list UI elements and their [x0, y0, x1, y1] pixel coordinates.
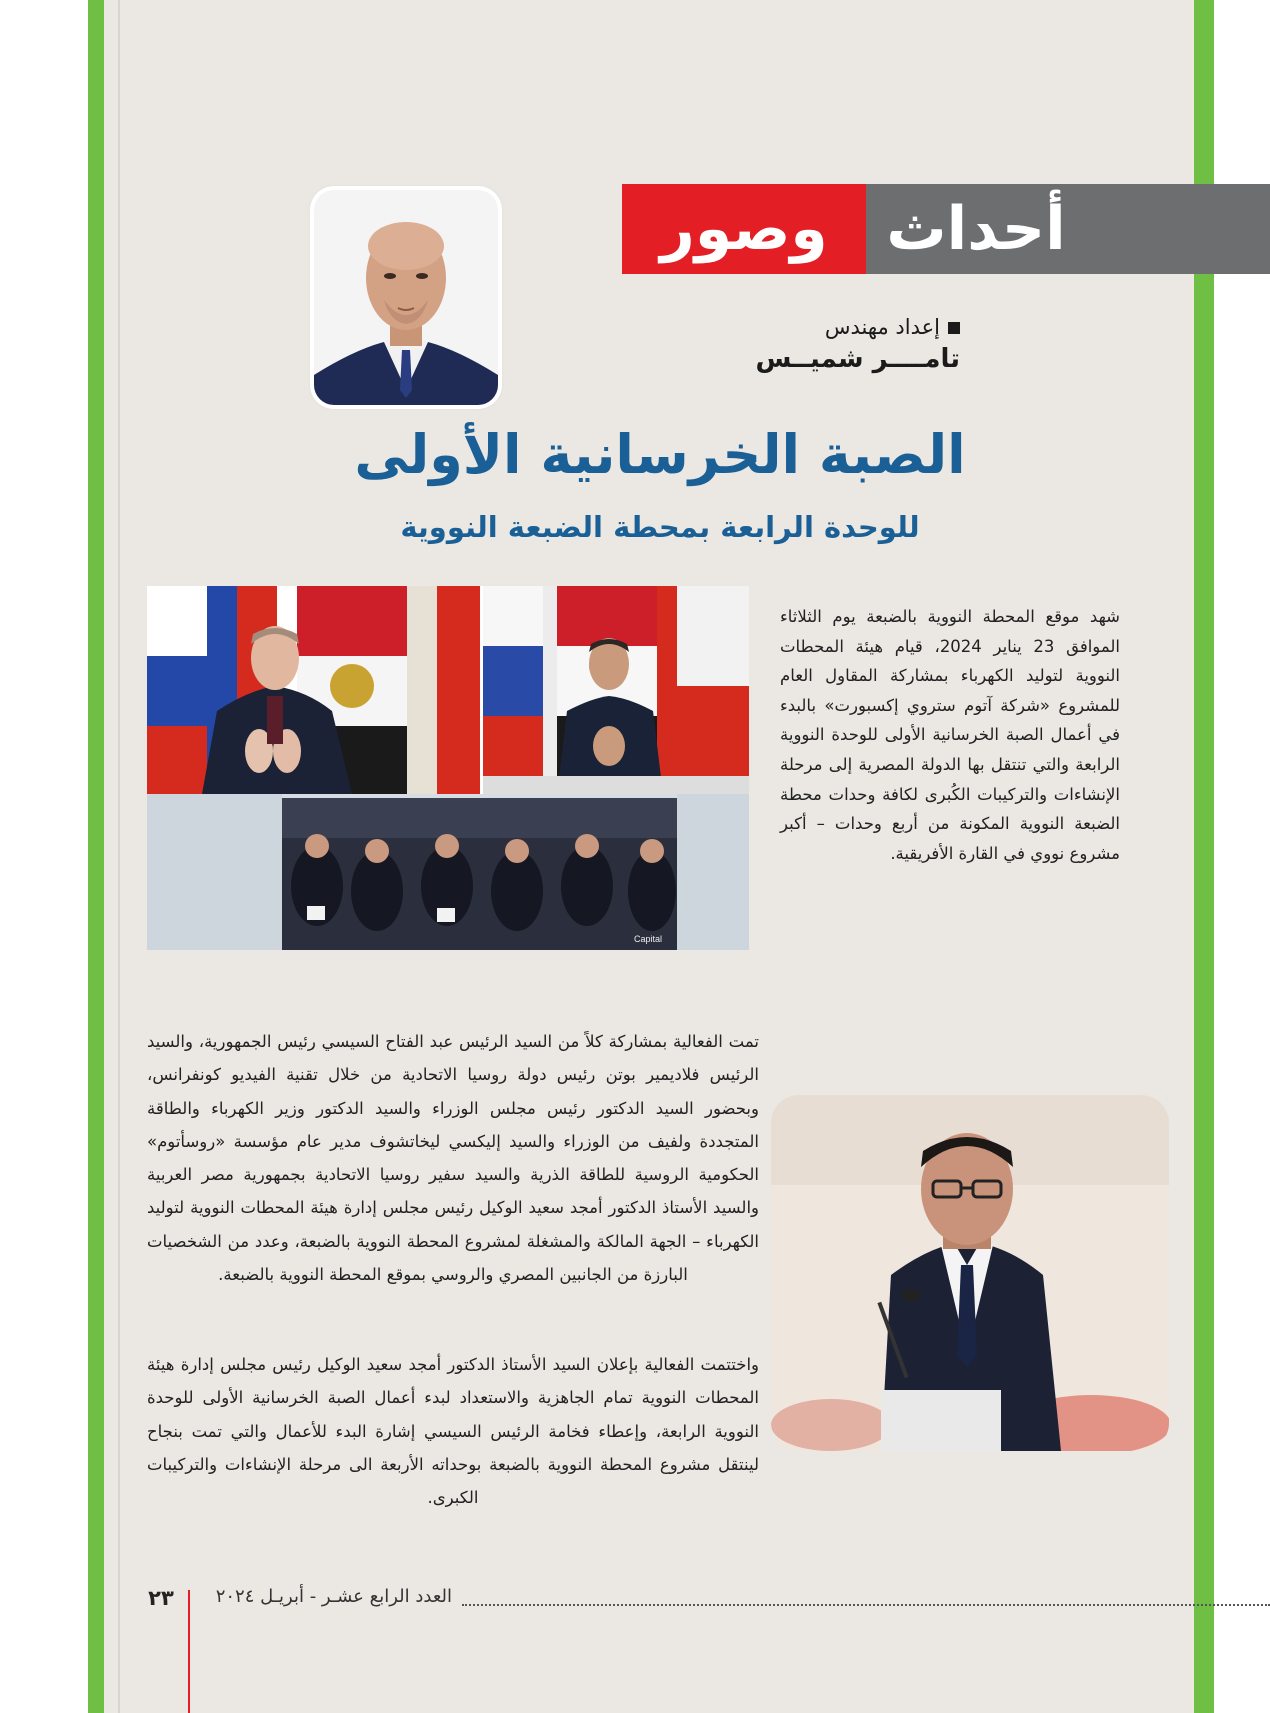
page-number: ٢٣: [148, 1586, 174, 1610]
article-headline: الصبة الخرسانية الأولى: [354, 423, 966, 486]
ceremony-photo-drawing: [147, 586, 749, 950]
byline-role: إعداد مهندس: [824, 315, 940, 339]
byline: [720, 312, 960, 376]
article-paragraph-2: واختتمت الفعالية بإعلان السيد الأستاذ الدكتور أمجد سعيد الوكيل رئيس مجلس إدارة هيئة المحطات النووية تمام الجاهزية والاستعداد لبدء أعمال الصبة الخرسانية الأولى للوحدة النووية الرابعة، وإعطاء فخامة الرئيس السيسي إشارة البدء للأعمال والتي تمت بنجاح لينتقل مشروع المحطة النووية بالضبعة بوحداته الأربعة الى مرحلة الإنشاءات والتركيبات الكبرى.: [147, 1355, 759, 1508]
article-intro: شهد موقع المحطة النووية بالضبعة يوم الثلاثاء الموافق 23 يناير 2024، قيام هيئة المحطات النووية لتوليد الكهرباء بمشاركة المقاول العام للمشروع «شركة آتوم ستروي إكسبورت» بالبدء في أعمال الصبة الخرسانية الأولى للوحدة النووية الرابعة والتي تنتقل بها الدولة المصرية إلى مرحلة الإنشاءات والتركيبات الكُبرى لكافة وحدات محطة الضبعة النووية المكونة من أربع وحدات – أكبر مشروع نووي في القارة الأفريقية.: [780, 607, 1120, 863]
bullet-square-icon: [948, 322, 960, 334]
author-portrait-drawing: [314, 190, 498, 405]
section-header-word-events: أحداث: [886, 194, 1066, 264]
page-spine-shadow: [118, 0, 120, 1713]
footer-red-divider: [188, 1590, 190, 1713]
byline-name: تامــــر شميــس: [755, 344, 960, 374]
speaker-photo-drawing: [771, 1095, 1169, 1451]
photo-watermark: Capital: [633, 934, 662, 944]
section-header-word-images: وصور: [660, 194, 828, 264]
footer-issue-label: العدد الرابع عشـر - أبريـل ٢٠٢٤: [215, 1586, 452, 1607]
article-subheadline: للوحدة الرابعة بمحطة الضبعة النووية: [400, 510, 920, 544]
author-portrait: [314, 190, 498, 405]
ceremony-video-conference-photo: [147, 586, 749, 950]
byline-role-line: [720, 312, 960, 342]
footer-dotted-rule: [462, 1604, 1270, 1606]
article-paragraph-1: تمت الفعالية بمشاركة كلاً من السيد الرئيس عبد الفتاح السيسي رئيس الجمهورية، والسيد الرئيس فلاديمير بوتن رئيس دولة روسيا الاتحادية من خلال تقنية الفيديو كونفرانس، وبحضور السيد الدكتور رئيس مجلس الوزراء والسيد الدكتور وزير الكهرباء والطاقة المتجددة ولفيف من الوزراء والسيد إليكسي ليخاتشوف مدير عام مؤسسة «روسأتوم» الحكومية الروسية للطاقة الذرية والسيد سفير روسيا الاتحادية بجمهورية مصر العربية والسيد الأستاذ الدكتور أمجد سعيد الوكيل رئيس مجلس إدارة هيئة المحطات النووية لتوليد الكهرباء – الجهة المالكة والمشغلة لمشروع المحطة النووية بالضبعة، وعدد من الشخصيات البارزة من الجانبين المصري والروسي بموقع المحطة النووية بالضبعة.: [147, 1032, 759, 1285]
speaker-photo: [771, 1095, 1169, 1451]
